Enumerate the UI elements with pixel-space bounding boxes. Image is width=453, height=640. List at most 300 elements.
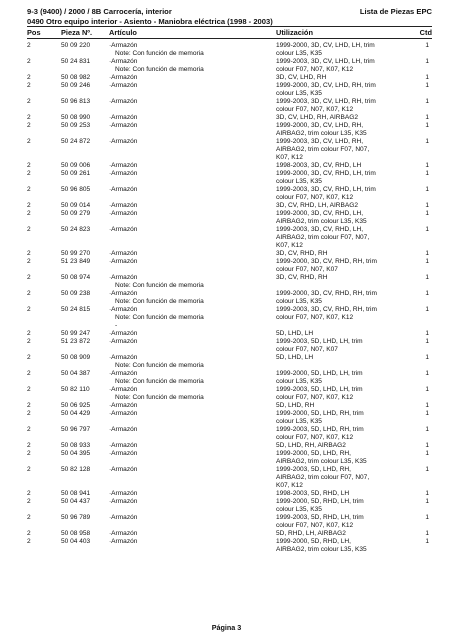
row-quantity: 1	[425, 202, 429, 209]
table-row	[27, 498, 432, 514]
row-part-number: 50 82 110	[61, 386, 90, 393]
row-part-number: 50 06 925	[61, 402, 91, 409]
row-position: 2	[27, 530, 31, 537]
article-note: Note: Con función de memoria	[115, 362, 204, 369]
usage-line: 1999-2003, 5D, LHD, RH,	[276, 466, 351, 473]
row-position: 2	[27, 186, 31, 193]
row-part-number: 50 09 246	[61, 82, 91, 89]
row-quantity: 1	[425, 402, 429, 409]
row-usage	[276, 98, 426, 114]
usage-line: colour L35, K35	[276, 378, 322, 385]
usage-line: AIRBAG2, trim colour F07, N07,	[276, 474, 370, 481]
row-usage	[276, 354, 426, 362]
usage-line: 5D, LHD, RH, AIRBAG2	[276, 442, 346, 449]
row-position: 2	[27, 74, 31, 81]
row-position: 2	[27, 170, 31, 177]
article-name: ·Armazón	[109, 258, 138, 265]
table-row	[27, 162, 432, 170]
row-quantity: 1	[425, 186, 429, 193]
row-quantity: 1	[425, 162, 429, 169]
article-name: ·Armazón	[109, 410, 138, 417]
article-name: ·Armazón	[109, 42, 138, 49]
row-usage	[276, 306, 426, 322]
usage-line: 1999-2003, 5D, LHD, RH, trim	[276, 426, 364, 433]
row-position: 2	[27, 498, 31, 505]
article-name: ·Armazón	[109, 202, 138, 209]
row-position: 2	[27, 442, 31, 449]
row-article	[109, 386, 204, 402]
usage-line: AIRBAG2, trim colour F07, N07,	[276, 234, 370, 241]
row-part-number: 50 04 403	[61, 538, 91, 545]
row-position: 2	[27, 98, 31, 105]
row-usage	[276, 114, 426, 122]
row-usage	[276, 330, 426, 338]
usage-line: 3D, CV, RHD, RH	[276, 274, 328, 281]
usage-line: 1999-2003, 3D, CV, LHD, LH, trim	[276, 58, 375, 65]
row-part-number: 50 09 006	[61, 162, 91, 169]
table-row	[27, 354, 432, 370]
article-note: Note: Con función de memoria	[115, 66, 204, 73]
article-name: ·Armazón	[109, 98, 138, 105]
row-position: 2	[27, 226, 31, 233]
row-position: 2	[27, 538, 31, 545]
usage-line: 1999-2003, 5D, RHD, LH, trim	[276, 514, 364, 521]
table-row	[27, 58, 432, 74]
row-part-number: 50 09 238	[61, 290, 91, 297]
model-title: 9-3 (9400) / 2000 / 8B Carrocería, interior	[27, 7, 172, 16]
row-article	[109, 98, 137, 106]
row-part-number: 50 09 014	[61, 202, 91, 209]
row-usage	[276, 498, 426, 514]
article-name: ·Armazón	[109, 330, 138, 337]
row-part-number: 50 96 813	[61, 98, 91, 105]
row-usage	[276, 226, 426, 250]
usage-line: colour F07, N07, K07, K12	[276, 314, 354, 321]
row-usage	[276, 290, 426, 306]
usage-line: 1998-2003, 5D, RHD, LH	[276, 490, 350, 497]
row-quantity: 1	[425, 538, 429, 545]
usage-line: colour L35, K35	[276, 418, 322, 425]
article-name: ·Armazón	[109, 402, 138, 409]
row-usage	[276, 258, 426, 274]
usage-line: K07, K12	[276, 242, 303, 249]
row-article	[109, 442, 137, 450]
row-usage	[276, 370, 426, 386]
row-quantity: 1	[425, 450, 429, 457]
row-article	[109, 466, 137, 474]
article-name: ·Armazón	[109, 226, 138, 233]
row-quantity: 1	[425, 170, 429, 177]
row-usage	[276, 274, 426, 282]
row-quantity: 1	[425, 258, 429, 265]
row-quantity: 1	[425, 58, 429, 65]
row-part-number: 50 04 437	[61, 498, 91, 505]
row-article	[109, 498, 137, 506]
header-rule-bottom	[27, 38, 432, 39]
table-row	[27, 370, 432, 386]
usage-line: colour L35, K35	[276, 298, 322, 305]
row-part-number: 50 09 279	[61, 210, 91, 217]
usage-line: colour L35, K35	[276, 50, 322, 57]
article-name: ·Armazón	[109, 162, 138, 169]
row-part-number: 50 08 941	[61, 490, 91, 497]
row-article	[109, 426, 137, 434]
row-usage	[276, 466, 426, 490]
row-usage	[276, 122, 426, 138]
article-name: ·Armazón	[109, 170, 138, 177]
row-part-number: 50 08 974	[61, 274, 91, 281]
table-row	[27, 410, 432, 426]
row-position: 2	[27, 306, 31, 313]
table-row	[27, 442, 432, 450]
row-article	[109, 490, 137, 498]
row-quantity: 1	[425, 210, 429, 217]
row-article	[109, 410, 137, 418]
row-position: 2	[27, 138, 31, 145]
usage-line: colour F07, N07, K07	[276, 266, 338, 273]
row-article	[109, 306, 204, 330]
row-usage	[276, 530, 426, 538]
table-row	[27, 186, 432, 202]
row-article	[109, 186, 137, 194]
row-article	[109, 210, 137, 218]
row-article	[109, 258, 137, 266]
article-note: -	[115, 322, 118, 329]
row-usage	[276, 538, 426, 554]
usage-line: 5D, LHD, RH	[276, 402, 315, 409]
usage-line: AIRBAG2, trim colour L35, K35	[276, 546, 367, 553]
table-row	[27, 82, 432, 98]
row-part-number: 50 24 872	[61, 138, 91, 145]
table-row	[27, 450, 432, 466]
row-article	[109, 370, 204, 386]
row-part-number: 50 08 909	[61, 354, 91, 361]
row-article	[109, 226, 137, 234]
usage-line: 1999-2000, 5D, LHD, LH, trim	[276, 370, 363, 377]
row-quantity: 1	[425, 530, 429, 537]
table-row	[27, 274, 432, 290]
row-position: 2	[27, 210, 31, 217]
usage-line: AIRBAG2, trim colour L35, K35	[276, 458, 367, 465]
row-quantity: 1	[425, 370, 429, 377]
article-name: ·Armazón	[109, 274, 138, 281]
row-position: 2	[27, 490, 31, 497]
row-quantity: 1	[425, 386, 429, 393]
article-name: ·Armazón	[109, 338, 138, 345]
row-quantity: 1	[425, 306, 429, 313]
row-quantity: 1	[425, 274, 429, 281]
row-usage	[276, 170, 426, 186]
table-row	[27, 42, 432, 58]
row-article	[109, 354, 204, 370]
table-row	[27, 466, 432, 490]
row-usage	[276, 442, 426, 450]
row-position: 2	[27, 274, 31, 281]
row-part-number: 50 09 220	[61, 42, 91, 49]
usage-line: 3D, CV, LHD, RH	[276, 74, 327, 81]
row-article	[109, 450, 137, 458]
row-position: 2	[27, 450, 31, 457]
row-usage	[276, 186, 426, 202]
row-quantity: 1	[425, 122, 429, 129]
row-part-number: 50 09 261	[61, 170, 91, 177]
row-quantity: 1	[425, 338, 429, 345]
document-header	[27, 7, 432, 16]
usage-line: colour F07, N07, K07, K12	[276, 194, 354, 201]
usage-line: colour F07, N07, K07, K12	[276, 434, 354, 441]
article-name: ·Armazón	[109, 138, 138, 145]
col-articulo: Artículo	[109, 28, 137, 37]
usage-line: 1999-2000, 3D, CV, RHD, RH, trim	[276, 290, 377, 297]
table-row	[27, 386, 432, 402]
usage-line: AIRBAG2, trim colour L35, K35	[276, 130, 367, 137]
table-row	[27, 426, 432, 442]
row-quantity: 1	[425, 290, 429, 297]
row-usage	[276, 450, 426, 466]
col-pieza: Pieza Nº.	[61, 28, 93, 37]
row-part-number: 50 96 805	[61, 186, 91, 193]
row-article	[109, 138, 137, 146]
row-position: 2	[27, 410, 31, 417]
row-position: 2	[27, 202, 31, 209]
row-position: 2	[27, 58, 31, 65]
usage-line: colour F07, N07, K07, K12	[276, 66, 354, 73]
table-row	[27, 202, 432, 210]
article-name: ·Armazón	[109, 250, 138, 257]
table-row	[27, 74, 432, 82]
row-usage	[276, 202, 426, 210]
article-name: ·Armazón	[109, 490, 138, 497]
article-name: ·Armazón	[109, 58, 138, 65]
row-part-number: 50 24 823	[61, 226, 91, 233]
row-position: 2	[27, 514, 31, 521]
article-note: Note: Con función de memoria	[115, 394, 204, 401]
row-part-number: 50 96 789	[61, 514, 91, 521]
row-article	[109, 530, 137, 538]
usage-line: colour L35, K35	[276, 90, 322, 97]
row-article	[109, 538, 137, 546]
row-article	[109, 42, 204, 58]
usage-line: colour F07, N07, K07, K12	[276, 394, 354, 401]
article-name: ·Armazón	[109, 306, 138, 313]
row-part-number: 50 24 815	[61, 306, 91, 313]
usage-line: 5D, RHD, LH, AIRBAG2	[276, 530, 346, 537]
row-article	[109, 402, 137, 410]
usage-line: 1999-2000, 3D, CV, LHD, RH, trim	[276, 82, 376, 89]
table-row	[27, 530, 432, 538]
row-quantity: 1	[425, 98, 429, 105]
article-name: ·Armazón	[109, 370, 138, 377]
article-name: ·Armazón	[109, 514, 138, 521]
usage-line: 1998-2003, 3D, CV, RHD, LH	[276, 162, 362, 169]
row-usage	[276, 402, 426, 410]
article-name: ·Armazón	[109, 450, 138, 457]
row-quantity: 1	[425, 426, 429, 433]
row-usage	[276, 250, 426, 258]
row-quantity: 1	[425, 226, 429, 233]
row-quantity: 1	[425, 250, 429, 257]
row-usage	[276, 210, 426, 226]
row-article	[109, 290, 204, 306]
row-position: 2	[27, 114, 31, 121]
table-row	[27, 250, 432, 258]
row-position: 2	[27, 258, 31, 265]
article-name: ·Armazón	[109, 426, 138, 433]
row-usage	[276, 82, 426, 98]
row-part-number: 51 23 849	[61, 258, 91, 265]
row-usage	[276, 338, 426, 354]
table-row	[27, 114, 432, 122]
col-utilizacion: Utilización	[276, 28, 313, 37]
article-name: ·Armazón	[109, 466, 138, 473]
usage-line: colour F07, N07, K07, K12	[276, 106, 354, 113]
row-part-number: 50 99 270	[61, 250, 91, 257]
row-article	[109, 202, 137, 210]
article-name: ·Armazón	[109, 122, 138, 129]
row-part-number: 51 23 872	[61, 338, 91, 345]
row-quantity: 1	[425, 490, 429, 497]
table-row	[27, 290, 432, 306]
row-usage	[276, 58, 426, 74]
row-position: 2	[27, 42, 31, 49]
row-article	[109, 514, 137, 522]
article-note: Note: Con función de memoria	[115, 298, 204, 305]
row-quantity: 1	[425, 466, 429, 473]
row-quantity: 1	[425, 410, 429, 417]
row-usage	[276, 426, 426, 442]
row-position: 2	[27, 338, 31, 345]
row-usage	[276, 386, 426, 402]
usage-line: 1999-2000, 3D, CV, RHD, RH, trim	[276, 258, 377, 265]
page-number: Página 3	[211, 623, 242, 632]
row-usage	[276, 74, 426, 82]
row-usage	[276, 410, 426, 426]
usage-line: K07, K12	[276, 482, 303, 489]
row-part-number: 50 08 990	[61, 114, 91, 121]
article-name: ·Armazón	[109, 114, 138, 121]
row-position: 2	[27, 386, 31, 393]
row-usage	[276, 138, 426, 162]
usage-line: 1999-2000, 5D, RHD, LH, trim	[276, 498, 364, 505]
row-part-number: 50 04 387	[61, 370, 91, 377]
table-row	[27, 98, 432, 114]
row-article	[109, 330, 137, 338]
usage-line: K07, K12	[276, 154, 303, 161]
row-quantity: 1	[425, 354, 429, 361]
table-row	[27, 138, 432, 162]
row-part-number: 50 99 247	[61, 330, 91, 337]
row-quantity: 1	[425, 114, 429, 121]
article-note: Note: Con función de memoria	[115, 50, 204, 57]
section-title: 0490 Otro equipo interior - Asiento - Maniobra eléctrica (1998 - 2003)	[27, 17, 273, 26]
usage-line: 3D, CV, RHD, RH	[276, 250, 328, 257]
row-quantity: 1	[425, 138, 429, 145]
row-position: 2	[27, 354, 31, 361]
row-part-number: 50 82 128	[61, 466, 91, 473]
usage-line: AIRBAG2, trim colour L35, K35	[276, 218, 367, 225]
parts-table	[27, 42, 432, 554]
row-quantity: 1	[425, 330, 429, 337]
row-position: 2	[27, 250, 31, 257]
usage-line: 1999-2003, 3D, CV, RHD, RH, trim	[276, 306, 377, 313]
row-part-number: 50 08 982	[61, 74, 91, 81]
usage-line: 1999-2000, 5D, RHD, LH,	[276, 538, 351, 545]
table-row	[27, 490, 432, 498]
row-article	[109, 170, 137, 178]
row-quantity: 1	[425, 42, 429, 49]
usage-line: 1999-2003, 3D, CV, LHD, RH, trim	[276, 98, 376, 105]
row-part-number: 50 24 831	[61, 58, 91, 65]
usage-line: 1999-2003, 3D, CV, LHD, RH,	[276, 138, 364, 145]
article-name: ·Armazón	[109, 386, 138, 393]
col-pos: Pos	[27, 28, 41, 37]
row-position: 2	[27, 370, 31, 377]
article-name: ·Armazón	[109, 530, 138, 537]
row-article	[109, 162, 137, 170]
usage-line: 1999-2000, 3D, CV, RHD, LH,	[276, 210, 364, 217]
article-name: ·Armazón	[109, 82, 138, 89]
row-usage	[276, 490, 426, 498]
usage-line: 1999-2003, 3D, CV, RHD, LH,	[276, 226, 364, 233]
usage-line: 5D, LHD, LH	[276, 354, 314, 361]
article-name: ·Armazón	[109, 186, 138, 193]
table-row	[27, 306, 432, 330]
row-usage	[276, 514, 426, 530]
usage-line: 1999-2000, 5D, LHD, RH, trim	[276, 410, 364, 417]
catalog-title: Lista de Piezas EPC	[359, 7, 432, 16]
table-row	[27, 258, 432, 274]
table-row	[27, 338, 432, 354]
usage-line: 1999-2000, 3D, CV, LHD, RH,	[276, 122, 364, 129]
table-row	[27, 170, 432, 186]
usage-line: 1999-2000, 5D, LHD, RH,	[276, 450, 351, 457]
usage-line: 3D, CV, RHD, LH, AIRBAG2	[276, 202, 358, 209]
table-row	[27, 514, 432, 530]
usage-line: colour F07, N07, K07, K12	[276, 522, 354, 529]
row-article	[109, 338, 137, 346]
table-row	[27, 330, 432, 338]
article-name: ·Armazón	[109, 354, 138, 361]
row-usage	[276, 162, 426, 170]
row-part-number: 50 04 429	[61, 410, 91, 417]
header-rule-top	[27, 26, 432, 27]
article-name: ·Armazón	[109, 74, 138, 81]
row-position: 2	[27, 290, 31, 297]
usage-line: colour F07, N07, K07	[276, 346, 338, 353]
row-position: 2	[27, 466, 31, 473]
article-name: ·Armazón	[109, 538, 138, 545]
row-part-number: 50 08 933	[61, 442, 91, 449]
article-name: ·Armazón	[109, 498, 138, 505]
table-row	[27, 402, 432, 410]
usage-line: 3D, CV, LHD, RH, AIRBAG2	[276, 114, 358, 121]
row-position: 2	[27, 122, 31, 129]
table-row	[27, 538, 432, 554]
row-article	[109, 58, 204, 74]
table-row	[27, 210, 432, 226]
article-name: ·Armazón	[109, 210, 138, 217]
row-position: 2	[27, 82, 31, 89]
usage-line: colour L35, K35	[276, 506, 322, 513]
row-article	[109, 250, 137, 258]
row-position: 2	[27, 162, 31, 169]
article-note: Note: Con función de memoria	[115, 314, 204, 321]
article-note: Note: Con función de memoria	[115, 378, 204, 385]
usage-line: AIRBAG2, trim colour F07, N07,	[276, 146, 370, 153]
article-note: Note: Con función de memoria	[115, 282, 204, 289]
table-row	[27, 122, 432, 138]
article-name: ·Armazón	[109, 290, 138, 297]
